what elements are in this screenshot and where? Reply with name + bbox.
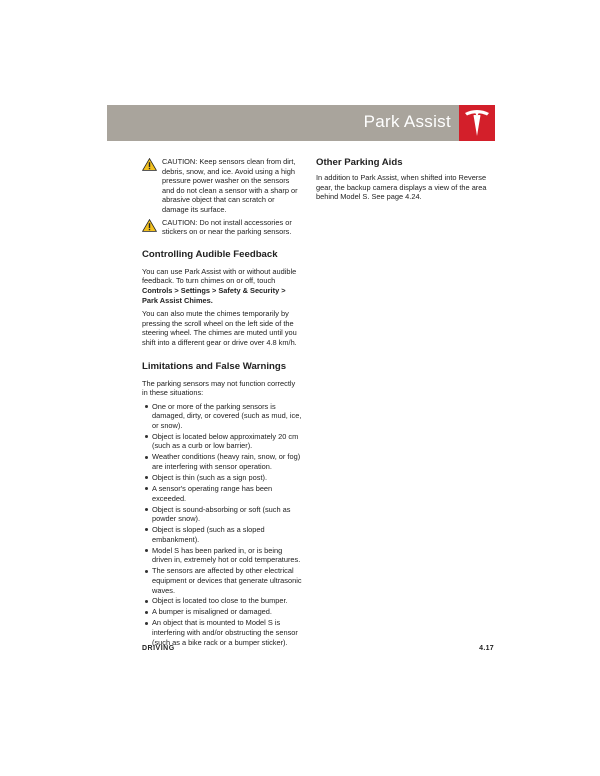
list-item: Object is located below approximately 20 cm (such as a curb or low barrier). bbox=[152, 432, 302, 451]
list-item: The sensors are affected by other electrical equipment or devices that generate ultrasonic waves. bbox=[152, 566, 302, 595]
warning-icon bbox=[142, 158, 157, 171]
caution-text: CAUTION: Keep sensors clean from dirt, debris, snow, and ice. Avoid using a high pressure power washer on the sensors and do not clean a sensor with a sharp or abrasive object that can scratch or damage its surface. bbox=[162, 157, 298, 214]
list-item: Object is located too close to the bumper. bbox=[152, 596, 302, 606]
caution-text: CAUTION: Do not install accessories or stickers on or near the parking sensors. bbox=[162, 217, 292, 237]
settings-path: Controls > Settings > Safety & Security > Park Assist Chimes. bbox=[142, 285, 286, 305]
page-title: Park Assist bbox=[363, 112, 451, 131]
list-item: Object is thin (such as a sign post). bbox=[152, 473, 302, 483]
section-heading-limitations: Limitations and False Warnings bbox=[142, 360, 287, 372]
list-item: A bumper is misaligned or damaged. bbox=[152, 607, 302, 617]
list-item: Model S has been parked in, or is being driven in, extremely hot or cold temperatures. bbox=[152, 545, 301, 565]
list-item: Object is sound-absorbing or soft (such as powder snow). bbox=[152, 505, 302, 524]
section-heading-other-aids: Other Parking Aids bbox=[316, 157, 403, 168]
limitations-intro: The parking sensors may not function correctly in these situations: bbox=[142, 378, 296, 398]
other-aids-paragraph: In addition to Park Assist, when shifted into Reverse gear, the backup camera displays a view of the area behind Model S. See page 4.24. bbox=[316, 173, 487, 202]
list-item: A sensor's operating range has been exceeded. bbox=[152, 484, 302, 503]
tesla-logo-icon bbox=[464, 109, 490, 137]
caution-block-accessories bbox=[142, 218, 302, 237]
list-item: Weather conditions (heavy rain, snow, or fog) are interfering with sensor operation. bbox=[152, 452, 301, 472]
list-item: An object that is mounted to Model S is interfering with and/or obstructing the sensor (such as a bike rack or a bumper sticker). bbox=[152, 618, 302, 647]
footer-section-label: DRIVING bbox=[142, 645, 175, 652]
list-item: One or more of the parking sensors is damaged, dirty, or covered (such as mud, ice, or snow). bbox=[152, 401, 302, 430]
controlling-paragraph-1 bbox=[142, 267, 302, 305]
list-item: Object is sloped (such as a sloped embankment). bbox=[152, 525, 302, 544]
controlling-text: You can use Park Assist with or without audible feedback. To turn chimes on or off, touch bbox=[142, 266, 297, 286]
limitations-list bbox=[142, 402, 302, 648]
section-heading-controlling: Controlling Audible Feedback bbox=[142, 248, 278, 260]
warning-icon bbox=[142, 219, 157, 232]
left-column bbox=[142, 157, 302, 649]
tesla-logo bbox=[459, 105, 495, 141]
page-number: 4.17 bbox=[479, 645, 494, 652]
right-column bbox=[316, 157, 496, 206]
caution-block-sensors bbox=[142, 157, 302, 215]
header-band bbox=[107, 105, 459, 141]
controlling-paragraph-2: You can also mute the chimes temporarily by pressing the scroll wheel on the left side of the steering wheel. The chimes are muted until you shift into a different gear or drive over 4.8 km/h. bbox=[142, 309, 297, 347]
